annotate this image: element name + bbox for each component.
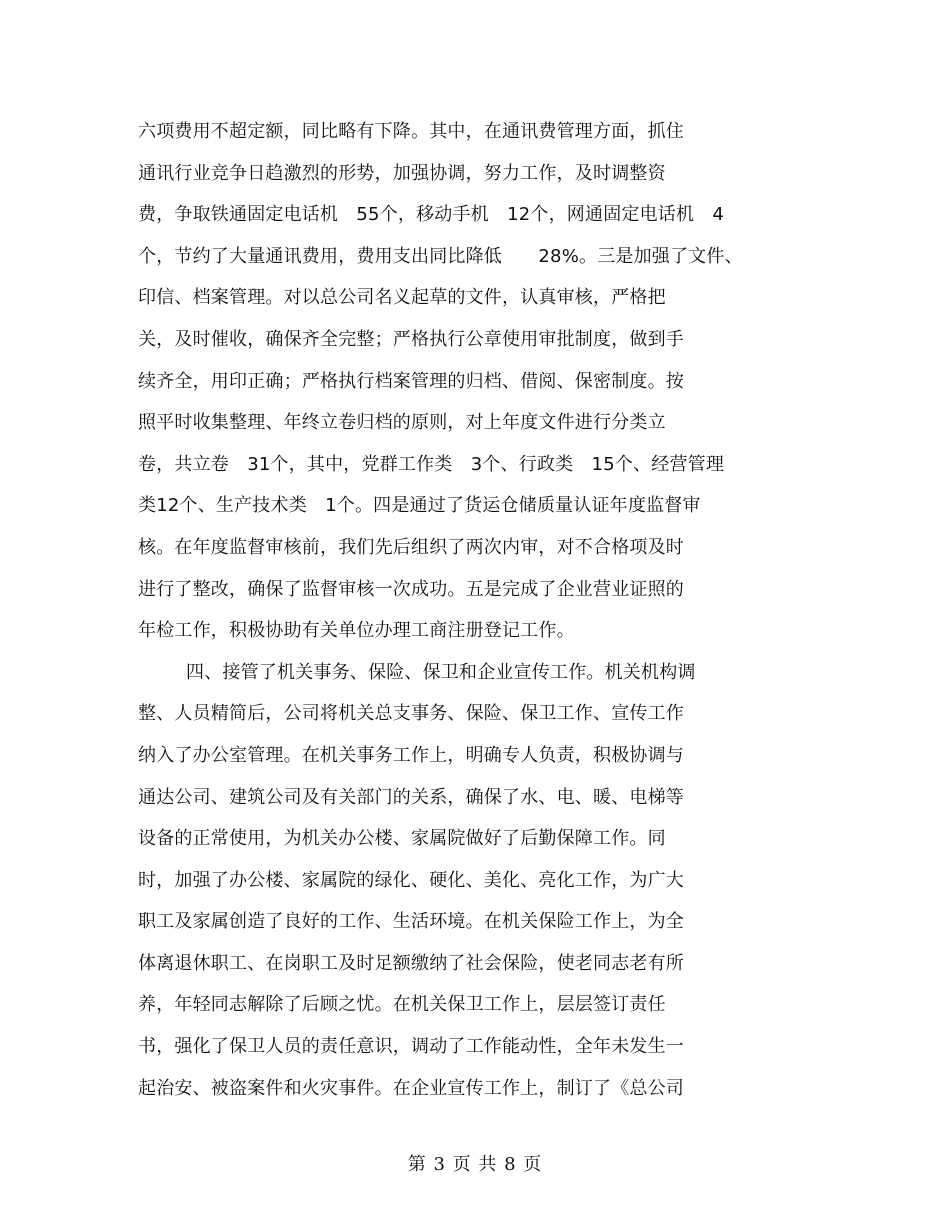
text-line: 起治安、被盗案件和火灾事件。在企业宣传工作上，制订了《总公司 [138,1077,684,1099]
text-line: 卷，共立卷 31个，其中，党群工作类 3个、行政类 15个、经营管理 [138,453,725,475]
text-line: 年检工作，积极协助有关单位办理工商注册登记工作。 [138,620,575,642]
text-line: 印信、档案管理。对以总公司名义起草的文件，认真审核，严格把 [138,287,666,309]
text-line: 照平时收集整理、年终立卷归档的原则，对上年度文件进行分类立 [138,412,666,434]
text-line: 纳入了办公室管理。在机关事务工作上，明确专人负责，积极协调与 [138,744,684,766]
body-text [138,111,818,1109]
text-line: 设备的正常使用，为机关办公楼、家属院做好了后勤保障工作。同 [138,828,666,850]
text-line: 关，及时催收，确保齐全完整；严格执行公章使用审批制度，做到手 [138,328,684,350]
text-line: 职工及家属创造了良好的工作、生活环境。在机关保险工作上，为全 [138,911,684,933]
text-line: 核。在年度监督审核前，我们先后组织了两次内审，对不合格项及时 [138,536,684,558]
text-line: 书，强化了保卫人员的责任意识，调动了工作能动性，全年未发生一 [138,1036,684,1058]
page-footer: 第 3 页 共 8 页 [407,1154,543,1175]
text-line: 四、接管了机关事务、保险、保卫和企业宣传工作。机关机构调 [186,661,696,683]
text-line: 时，加强了办公楼、家属院的绿化、硬化、美化、亮化工作，为广大 [138,869,684,891]
text-line: 养，年轻同志解除了后顾之忧。在机关保卫工作上，层层签订责任 [138,994,666,1016]
text-line: 整、人员精简后，公司将机关总支事务、保险、保卫工作、宣传工作 [138,703,684,725]
text-line: 个，节约了大量通讯费用，费用支出同比降低 28%。三是加强了文件、 [138,245,743,267]
text-line: 通讯行业竞争日趋激烈的形势，加强协调，努力工作，及时调整资 [138,162,666,184]
text-line: 续齐全，用印正确；严格执行档案管理的归档、借阅、保密制度。按 [138,370,684,392]
text-line: 体离退休职工、在岗职工及时足额缴纳了社会保险，使老同志老有所 [138,952,684,974]
text-line: 费，争取铁通固定电话机 55个，移动手机 12个，网通固定电话机 4 [138,204,725,226]
text-line: 通达公司、建筑公司及有关部门的关系，确保了水、电、暖、电梯等 [138,786,684,808]
text-line: 进行了整改，确保了监督审核一次成功。五是完成了企业营业证照的 [138,578,684,600]
text-line: 六项费用不超定额，同比略有下降。其中，在通讯费管理方面，抓住 [138,121,684,142]
text-line: 类12个、生产技术类 1个。四是通过了货运仓储质量认证年度监督审 [138,495,701,517]
